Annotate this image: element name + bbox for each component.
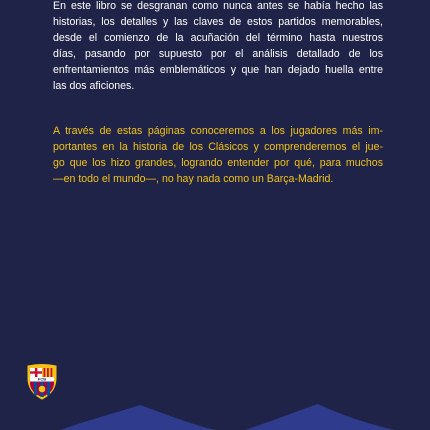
decorative-wave xyxy=(0,400,430,430)
text-line: días, pasando por supuesto por el análisis detallado de los xyxy=(53,48,383,60)
text-line: las dos aficiones. xyxy=(53,80,135,92)
highlight-paragraph xyxy=(53,123,383,187)
crest-lettering: FCB xyxy=(37,376,47,382)
text-line: portantes en la historia de los Clásicos y comprenderemos el jue- xyxy=(53,141,383,153)
text-line: —en todo el mundo—, no hay nada como un Barça-Madrid. xyxy=(53,173,334,185)
text-line: go que los hizo grandes, logrando entender por qué, para muchos xyxy=(53,157,383,169)
fc-barcelona-crest-icon xyxy=(26,364,58,400)
description-paragraph xyxy=(53,0,383,94)
text-line: historias, los detalles y las claves de estos partidos memorables, xyxy=(53,16,383,28)
text-line: desde el comienzo de la acuñación del término hasta nuestros xyxy=(53,32,383,44)
text-line: enfrentamientos más emblemáticos y que han dejado huella entre xyxy=(53,64,383,76)
text-line: En este libro se desgranan como nunca antes se había hecho las xyxy=(53,0,383,12)
text-line: A través de estas páginas conoceremos a los jugadores más im- xyxy=(53,125,383,137)
